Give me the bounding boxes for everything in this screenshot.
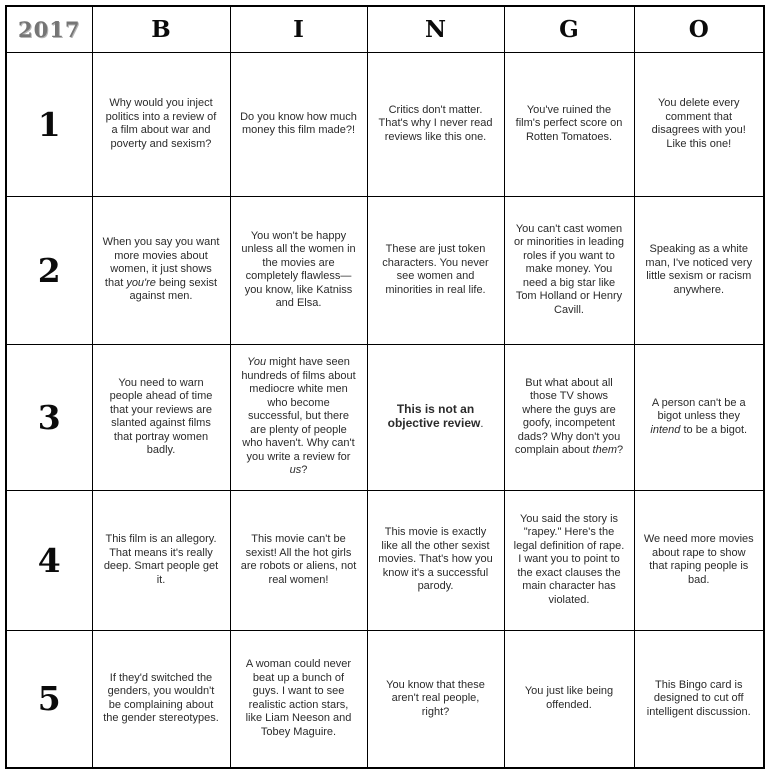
- cell-text-segment: ?: [617, 444, 624, 456]
- cell-o1: [634, 52, 764, 196]
- cell-text-segment: us: [289, 464, 302, 477]
- cell-text-segment: being sexist against men.: [129, 276, 218, 303]
- cell-n5: [367, 630, 504, 768]
- cell-text-segment: them: [592, 444, 617, 456]
- cell-b5: [92, 630, 230, 768]
- column-letter-n: N: [367, 6, 504, 52]
- cell-text-segment: A woman could never beat up a bunch of guys. I want to see realistic action stars, like Liam Neeson and Tobey Maguire.: [245, 658, 352, 738]
- cell-g2: [504, 196, 634, 344]
- cell-o3: [634, 344, 764, 490]
- bingo-row-1: [6, 52, 764, 196]
- bingo-row-4: [6, 490, 764, 630]
- cell-text-segment: You can't cast women or minorities in leading roles if you want to make money. You need a big star like Tom Holland or Henry Cavill.: [513, 222, 625, 316]
- cell-b4: [92, 490, 230, 630]
- cell-text-segment: We need more movies about rape to show that raping people is bad.: [643, 533, 754, 586]
- column-letter-o: O: [634, 6, 764, 52]
- row-number-5: 5: [6, 630, 92, 768]
- cell-text-segment: You just like being offended.: [524, 685, 614, 711]
- cell-text-segment: These are just token characters. You never see women and minorities in real life.: [382, 243, 489, 296]
- cell-o4: [634, 490, 764, 630]
- row-number-1: 1: [6, 52, 92, 196]
- cell-text-segment: Speaking as a white man, I've noticed very little sexism or racism anywhere.: [645, 243, 753, 296]
- cell-text-segment: .: [480, 418, 484, 430]
- column-letter-b: B: [92, 6, 230, 52]
- cell-text-segment: Why would you inject politics into a review of a film about war and poverty and sexism?: [105, 97, 217, 150]
- cell-text-segment: ?: [301, 464, 308, 477]
- cell-g3: [504, 344, 634, 490]
- cell-n4: [367, 490, 504, 630]
- cell-text-segment: This film is an allegory. That means it's really deep. Smart people get it.: [103, 533, 219, 586]
- column-letter-g: G: [504, 6, 634, 52]
- bingo-row-3: [6, 344, 764, 490]
- cell-n2: [367, 196, 504, 344]
- bingo-table: [5, 5, 765, 769]
- cell-text-segment: You delete every comment that disagrees with you! Like this one!: [651, 97, 746, 150]
- cell-text-segment: This is not an objective review: [387, 401, 481, 430]
- cell-text-segment: Critics don't matter. That's why I never read reviews like this one.: [378, 103, 493, 143]
- cell-text-segment: Do you know how much money this film made?!: [240, 110, 357, 136]
- cell-text-segment: A person can't be a bigot unless they: [651, 396, 746, 423]
- cell-text-segment: might have seen hundreds of films about mediocre white men who become successful, but there are plenty of people who haven't. Why can't you write a review for: [241, 356, 356, 463]
- cell-text-segment: You've ruined the film's perfect score on Rotten Tomatoes.: [515, 103, 623, 143]
- cell-text-segment: intend: [650, 423, 681, 436]
- cell-o5: [634, 630, 764, 768]
- cell-b1: [92, 52, 230, 196]
- row-number-4: 4: [6, 490, 92, 630]
- cell-i5: [230, 630, 367, 768]
- row-number-2: 2: [6, 196, 92, 344]
- cell-g1: [504, 52, 634, 196]
- bingo-row-2: [6, 196, 764, 344]
- cell-text-segment: This movie is exactly like all the other sexist movies. That's how you know it's a successful parody.: [378, 526, 493, 593]
- cell-text-segment: When you say you want more movies about women, it just shows that: [102, 236, 220, 289]
- cell-i2: [230, 196, 367, 344]
- cell-b3: [92, 344, 230, 490]
- row-number-3: 3: [6, 344, 92, 490]
- bingo-row-5: [6, 630, 764, 768]
- cell-text-segment: You need to warn people ahead of time that your reviews are slanted against films that portray women badly.: [109, 376, 213, 456]
- cell-text-segment: You know that these aren't real people, right?: [386, 678, 485, 718]
- year-label: 2017: [6, 6, 92, 52]
- cell-n1: [367, 52, 504, 196]
- cell-text-segment: You said the story is "rapey." Here's the legal definition of rape. I want you to point to the exact clauses the main character has violated.: [513, 512, 625, 606]
- cell-o2: [634, 196, 764, 344]
- cell-text-segment: This movie can't be sexist! All the hot girls are robots or aliens, not real women!: [240, 533, 357, 586]
- cell-text-segment: You: [247, 356, 267, 369]
- cell-b2: [92, 196, 230, 344]
- cell-text-segment: to be a bigot.: [680, 423, 748, 436]
- column-letter-i: I: [230, 6, 367, 52]
- cell-text-segment: you're: [126, 276, 156, 289]
- cell-text-segment: This Bingo card is designed to cut off intelligent discussion.: [646, 678, 751, 718]
- bingo-card: [5, 5, 754, 769]
- cell-text-segment: But what about all those TV shows where the guys are goofy, incompetent dads? Why don't you complain about: [514, 376, 621, 456]
- cell-i3: [230, 344, 367, 490]
- cell-text-segment: You won't be happy unless all the women in the movies are completely flawless—you know, like Katniss and Elsa.: [241, 229, 356, 309]
- cell-g5: [504, 630, 634, 768]
- header-row: [6, 6, 764, 52]
- cell-i1: [230, 52, 367, 196]
- cell-g4: [504, 490, 634, 630]
- cell-i4: [230, 490, 367, 630]
- cell-n3: [367, 344, 504, 490]
- cell-text-segment: If they'd switched the genders, you wouldn't be complaining about the gender stereotypes.: [103, 671, 219, 725]
